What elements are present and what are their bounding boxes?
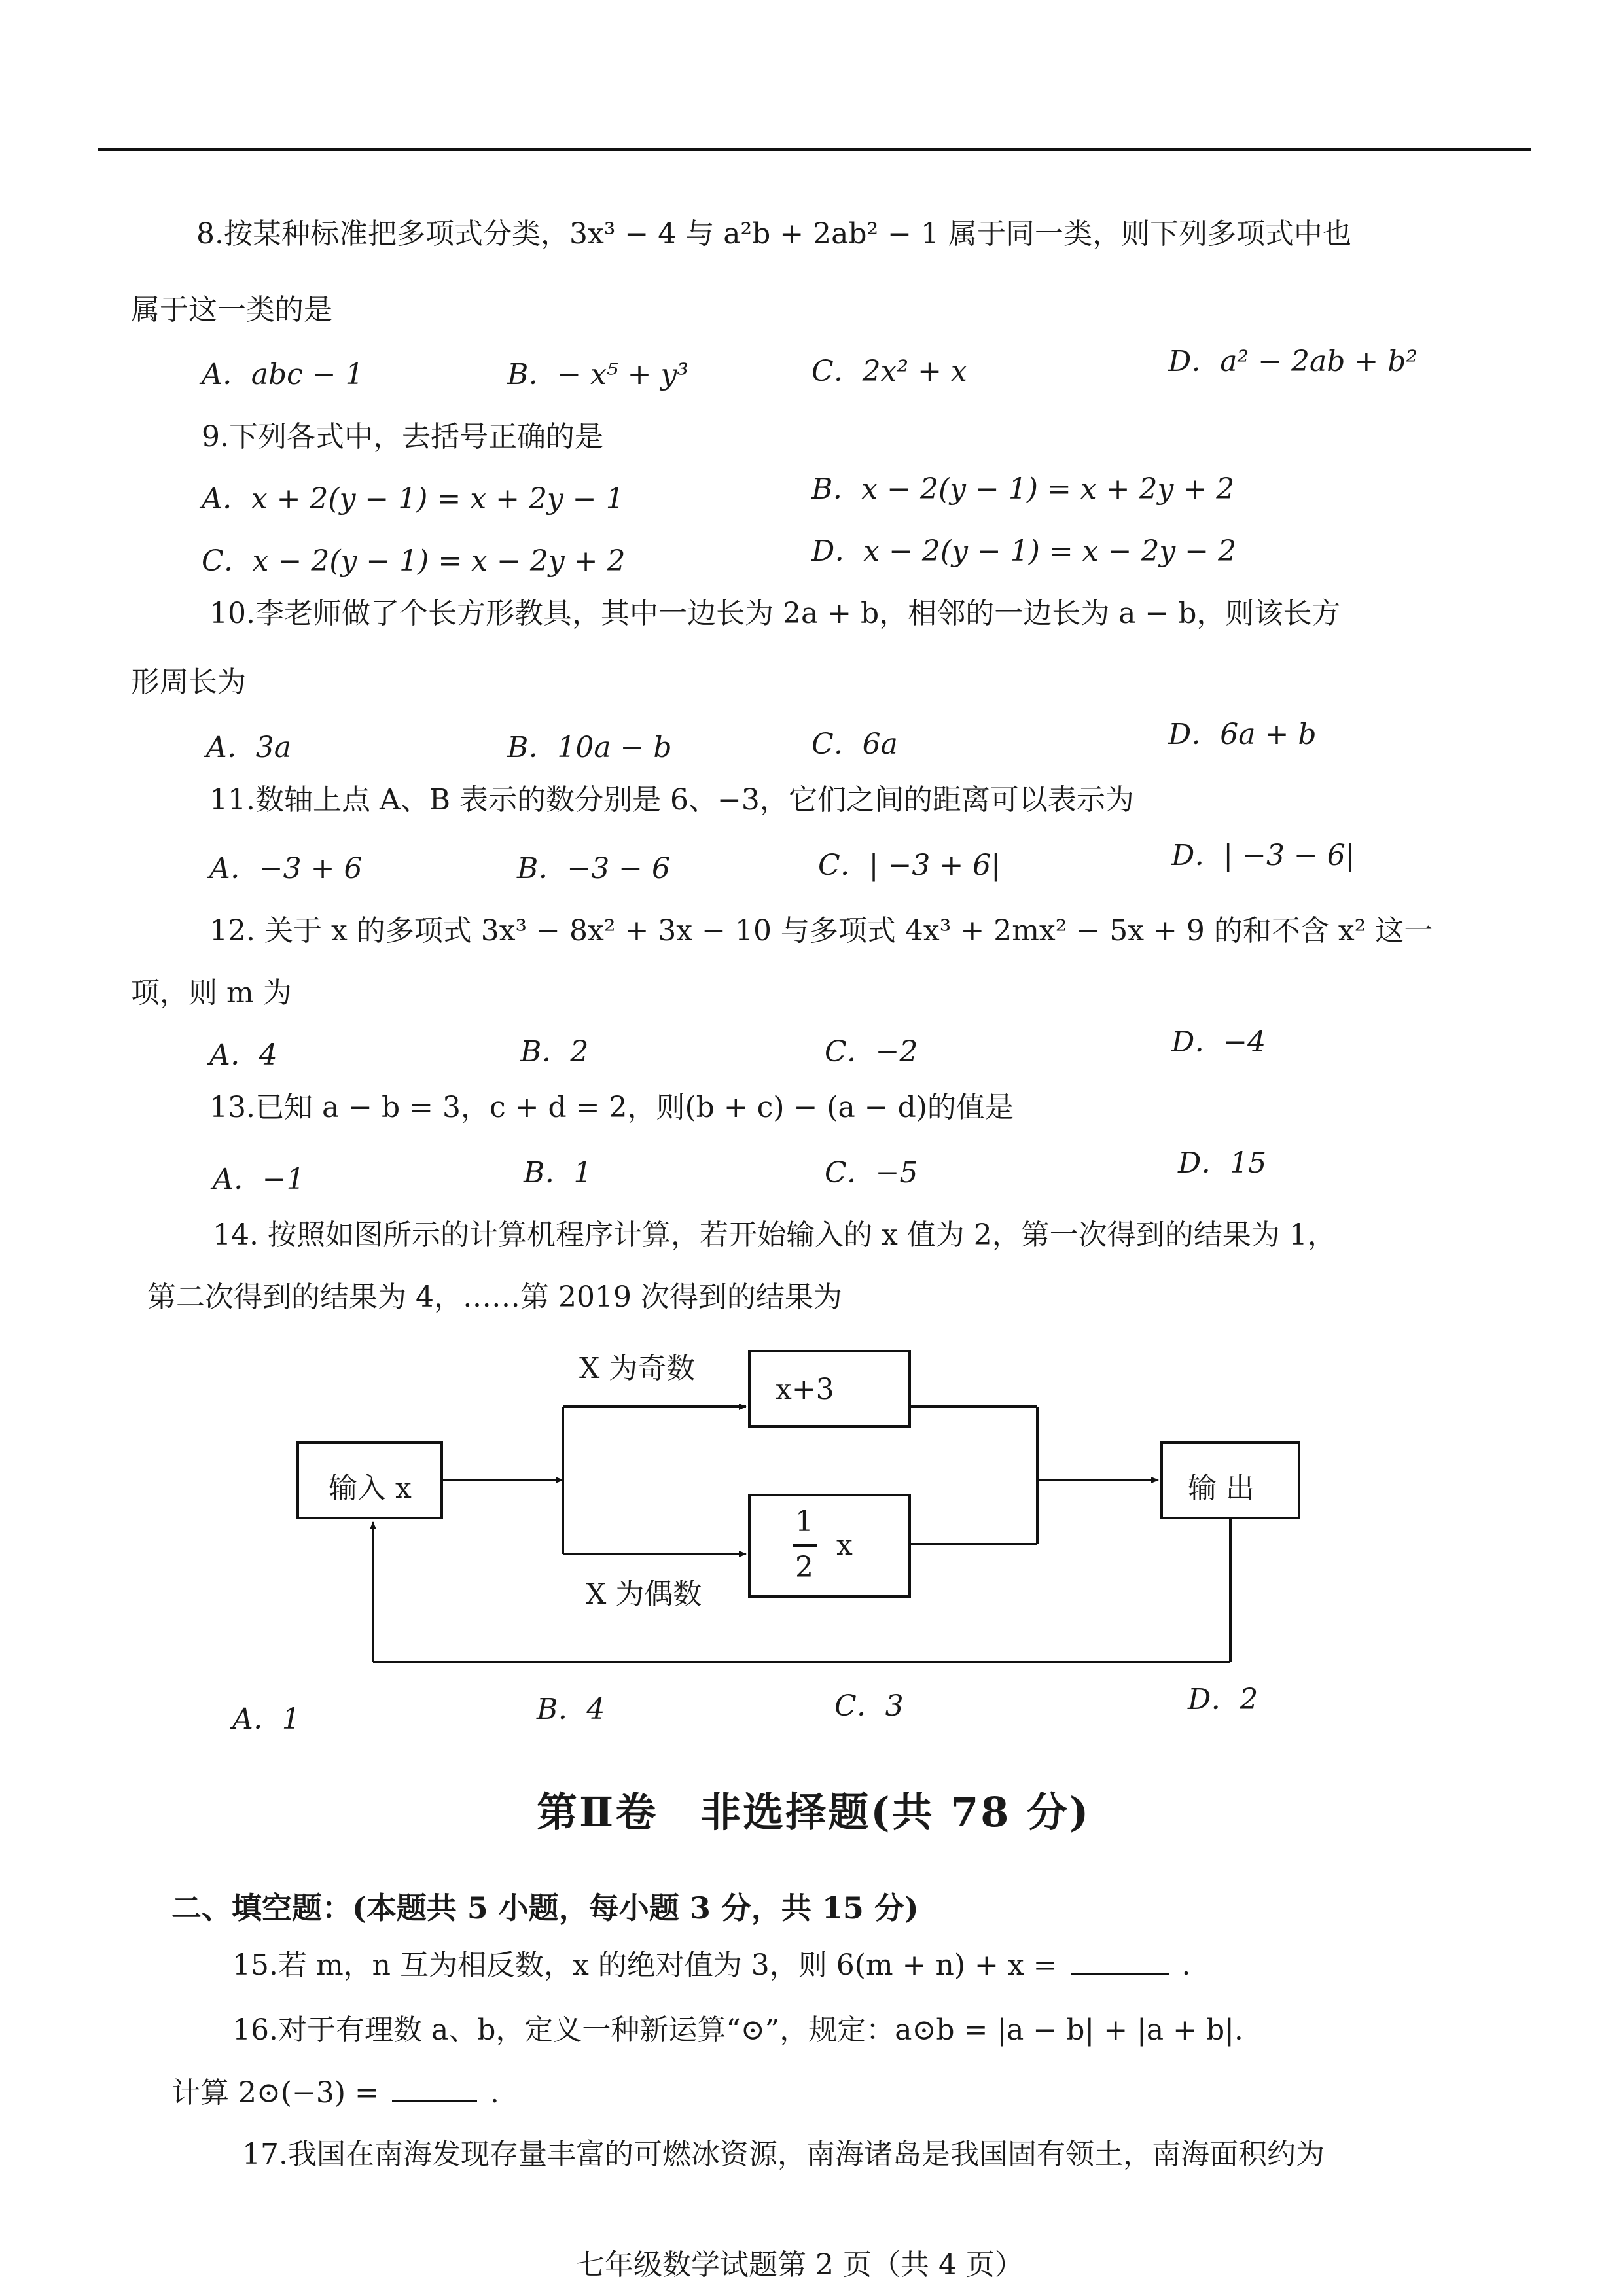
q14-stem-line1: 14. 按照如图所示的计算机程序计算，若开始输入的 x 值为 2，第一次得到的结果为 1， xyxy=(213,1218,1336,1252)
even-op-variable: x xyxy=(836,1528,853,1562)
q10-stem-line2: 形周长为 xyxy=(131,665,246,699)
even-op-numerator: 1 xyxy=(795,1505,813,1538)
odd-operation-text: x+3 xyxy=(776,1373,834,1406)
q8-option-c: C．2x² + x xyxy=(812,355,967,388)
q11-option-c: C．| −3 + 6| xyxy=(818,849,1001,882)
input-label: 输入 x xyxy=(329,1472,412,1505)
q8-stem-line1: 8.按某种标准把多项式分类，3x³ − 4 与 a²b + 2ab² − 1 属于同一类，则下列多项式中也 xyxy=(196,217,1351,251)
q13-option-a: A．−1 xyxy=(213,1163,305,1196)
q14-option-c: C．3 xyxy=(834,1689,904,1723)
q13-option-d: D．15 xyxy=(1178,1146,1267,1180)
q9-option-a: A．x + 2(y − 1) = x + 2y − 1 xyxy=(202,482,624,516)
q13-stem: 13.已知 a − b = 3，c + d = 2，则(b + c) − (a − d)的值是 xyxy=(209,1091,1014,1124)
q12-option-d: D．−4 xyxy=(1171,1025,1266,1059)
q10-stem-line1: 10.李老师做了个长方形教具，其中一边长为 2a + b，相邻的一边长为 a − b，则该长方 xyxy=(209,597,1341,630)
q12-stem-line1: 12. 关于 x 的多项式 3x³ − 8x² + 3x − 10 与多项式 4x³ + 2mx² − 5x + 9 的和不含 x² 这一 xyxy=(209,914,1433,947)
q12-option-c: C．−2 xyxy=(825,1035,918,1069)
q15-text: 15.若 m，n 互为相反数，x 的绝对值为 3，则 6(m + n) + x = xyxy=(232,1949,1058,1982)
q15-line xyxy=(232,1947,1191,1984)
fill-in-section-heading: 二、填空题：(本题共 5 小题，每小题 3 分，共 15 分) xyxy=(171,1890,919,1926)
q10-option-c: C．6a xyxy=(812,728,898,761)
q16-line2-text: 计算 2⊙(−3) = xyxy=(171,2076,379,2110)
q15-period: . xyxy=(1181,1949,1191,1982)
q8-option-a: A．abc − 1 xyxy=(202,358,364,391)
q8-option-d: D．a² − 2ab + b² xyxy=(1168,345,1418,378)
q8-stem-line2: 属于这一类的是 xyxy=(131,293,332,327)
q14-option-a: A．1 xyxy=(232,1703,300,1736)
q10-option-a: A．3a xyxy=(206,731,292,764)
q16-line1: 16.对于有理数 a、b，定义一种新运算“⊙”，规定：a⊙b = |a − b| + |a + b|. xyxy=(232,2013,1243,2047)
q16-line2 xyxy=(171,2074,499,2111)
q14-option-b: B．4 xyxy=(537,1693,605,1726)
part-ii-title: 第Ⅱ卷 非选择题(共 78 分) xyxy=(537,1788,1091,1836)
q14-stem-line2: 第二次得到的结果为 4，……第 2019 次得到的结果为 xyxy=(147,1280,842,1314)
q10-option-b: B．10a − b xyxy=(507,731,672,764)
q9-stem: 9.下列各式中，去括号正确的是 xyxy=(202,420,603,453)
even-op-denominator: 2 xyxy=(795,1551,813,1584)
q17-line1: 17.我国在南海发现存量丰富的可燃冰资源，南海诸岛是我国固有领土，南海面积约为 xyxy=(242,2138,1325,2171)
q13-option-c: C．−5 xyxy=(825,1156,918,1190)
q11-option-b: B．−3 − 6 xyxy=(517,852,671,885)
odd-branch-label: X 为奇数 xyxy=(579,1352,696,1385)
q16-period: . xyxy=(490,2076,499,2110)
q11-option-d: D．| −3 − 6| xyxy=(1171,839,1355,872)
even-operation-box xyxy=(749,1495,910,1597)
q12-option-b: B．2 xyxy=(520,1035,589,1069)
q13-option-b: B．1 xyxy=(524,1156,592,1190)
q8-option-b: B．− x⁵ + y³ xyxy=(507,358,688,391)
q12-stem-line2: 项，则 m 为 xyxy=(131,976,292,1010)
even-branch-label: X 为偶数 xyxy=(586,1578,702,1611)
q16-answer-blank[interactable] xyxy=(392,2074,477,2102)
q12-option-a: A．4 xyxy=(209,1038,277,1072)
output-label: 输 出 xyxy=(1188,1472,1255,1505)
q15-answer-blank[interactable] xyxy=(1071,1947,1169,1975)
q9-option-c: C．x − 2(y − 1) = x − 2y + 2 xyxy=(202,544,626,578)
q9-option-b: B．x − 2(y − 1) = x + 2y + 2 xyxy=(812,472,1235,506)
q10-option-d: D．6a + b xyxy=(1168,718,1317,751)
q14-option-d: D．2 xyxy=(1188,1683,1258,1716)
q11-stem: 11.数轴上点 A、B 表示的数分别是 6、−3，它们之间的距离可以表示为 xyxy=(209,783,1134,817)
q11-option-a: A．−3 + 6 xyxy=(209,852,363,885)
page-footer: 七年级数学试题第 2 页（共 4 页） xyxy=(576,2248,1024,2282)
q9-option-d: D．x − 2(y − 1) = x − 2y − 2 xyxy=(812,535,1237,568)
